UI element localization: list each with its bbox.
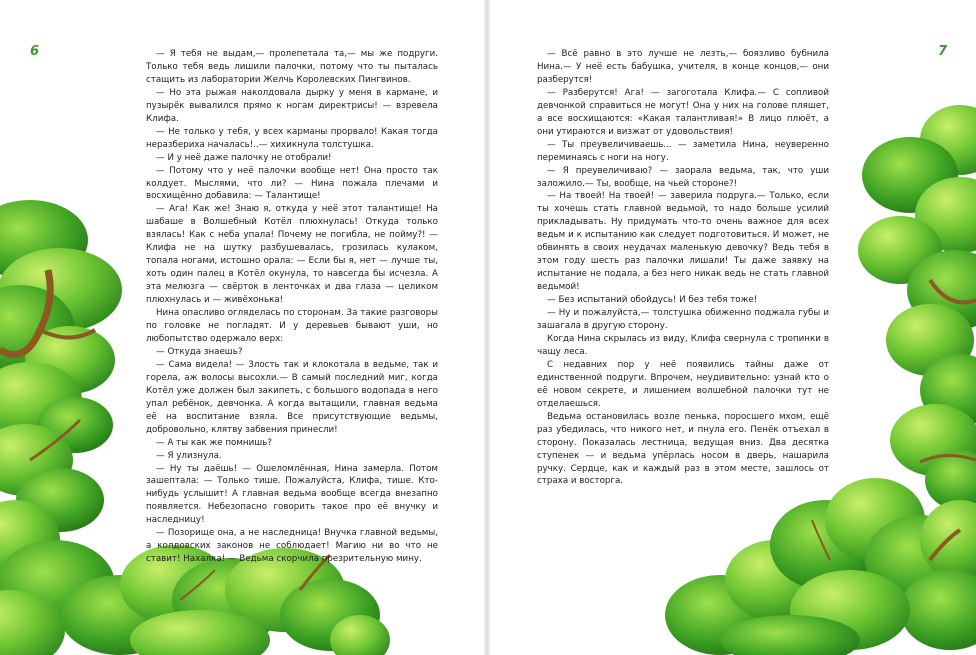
paragraph: — Потому что у неё палочки вообще нет! Она просто так колдует. Мыслями, что ли? — Нина пожала плечами и восхищённо добавила: — Талантище! (146, 165, 438, 202)
paragraph: Ведьма остановилась возле пенька, поросшего мхом, ещё раз убедилась, что никого нет, и пнула его. Пенёк отъехал в сторону. Показалась лестница, ведущая вниз. Два десятка ступенек — и ведьма упёрлась носом в дверь, нашарила ручку. Сердце, как и каждый раз в этом месте, зашлось от страха и восторга. (537, 411, 829, 487)
paragraph: — Но эта рыжая наколдовала дырку у меня в кармане, и пузырёк вывалился прямо к ногам директрисы! — взревела Клифа. (146, 87, 438, 124)
paragraph: Нина опасливо огляделась по сторонам. За такие разговоры по головке не погладят. И у деревьев бывают уши, но любопытство одержало верх: (146, 308, 438, 344)
paragraph: — Откуда знаешь? (156, 346, 243, 357)
paragraph: — Я тебя не выдам,— пролепетала та,— мы же подруги. Только тебя ведь лишили палочки, потому что ты пыталась стащить из лаборатории Желчь Королевских Пингвинов. (146, 49, 438, 85)
paragraph: — Разберутся! Ага! — загоготала Клифа.— С сопливой девчонкой справиться не могут! Она у них на голове пляшет, а все восхищаются: «Какая талантливая!» В лицо плюёт, а они утираются и визжат от удовольствия! (537, 87, 829, 137)
paragraph: — Ну и пожалуйста,— толстушка обиженно поджала губы и зашагала в другую сторону. (537, 308, 829, 332)
paragraph: — Ага! Как же! Знаю я, откуда у неё этот талантище! На шабаше в Волшебный Котёл плюхнулась! Откуда только взялась! Как с неба упала! Почему не погибла, не пойму?! — Клифа не на шутку разбушевалась, грозилась кулаком, топала ногами, истошно орала: — Если бы я, нет — лучше ты, хоть один палец в Котёл окунула, то навсегда бы исчезла. А эта мелюзга — свёрток в ленточках и два глаза — целиком плюхнулась и — живёхонька! (146, 204, 438, 306)
paragraph: — Ну ты даёшь! — Ошеломлённая, Нина замерла. Потом зашептала: — Только тише. Пожалуйста, Клифа, тише. Кто-нибудь услышит! А главная ведьма вообще всегда внезапно появляется. Небезопасно говорить такое про её внучку и наследницу! (146, 463, 438, 526)
paragraph: С недавних пор у неё появились тайны даже от единственной подруги. Впрочем, неудивительно: узнай кто о её новом секрете, и лишением волшебной палочки тут не отделаешься. (537, 359, 829, 409)
paragraph: — Без испытаний обойдусь! И без тебя тоже! (547, 295, 758, 306)
page-number: 6 (30, 44, 40, 59)
page-number: 7 (938, 44, 948, 59)
paragraph: — Позорище она, а не наследница! Внучка главной ведьмы, а колдовских законов не соблюдает! Магию ни во что не ставит! Нахалка! — Ведьма скорчила презрительную мину. (146, 528, 438, 565)
paragraph: — На твоей! На твоей! — заверила подруга.— Только, если ты хочешь стать главной ведьмой, то надо больше усилий прикладывать. Ну придумать что-то очень важное для всех ведьм и к испытанию как следует подготовиться. И может, не обвинять в своих неудачах маленькую девочку? Ведь тебя в этом году шесть раз палочки лишали! Ты даже заявку на испытание не подала, а без него никак ведь не стать главной ведьмой! (537, 191, 829, 293)
paragraph: — Я улизнула. (156, 450, 222, 461)
right-page-text (537, 48, 829, 488)
paragraph: — Не только у тебя, у всех карманы прорвало! Какая тогда неразбериха началась!..— хихикнула толстушка. (146, 126, 438, 150)
paragraph: — А ты как же помнишь? (156, 437, 272, 448)
paragraph: — Сама видела! — Злость так и клокотала в ведьме, так и горела, аж волосы высохли.— В самый последний миг, когда Котёл уже должен был закипеть, с большого водопада в него упал ребёнок, девчонка. А когда вытащили, главная ведьма её на воспитание взяла. Все присутствующие ведьмы, добровольно, клятву забвения принесли! (146, 359, 438, 435)
right-page (490, 0, 976, 655)
left-page-text (146, 48, 438, 566)
left-page (0, 0, 486, 655)
paragraph: — Ты преувеличиваешь... — заметила Нина, неуверенно переминаясь с ноги на ногу. (537, 139, 829, 163)
paragraph: — И у неё даже палочку не отобрали! (156, 152, 332, 163)
paragraph: — Всё равно в это лучше не лезть,— боязливо бубнила Нина.— У неё есть бабушка, учителя, в конце концов,— они разберутся! (537, 49, 829, 85)
paragraph: Когда Нина скрылась из виду, Клифа свернула с тропинки в чащу леса. (537, 333, 829, 357)
paragraph: — Я преувеличиваю? — заорала ведьма, так, что уши заложило.— Ты, вообще, на чьей стороне?! (537, 165, 829, 189)
